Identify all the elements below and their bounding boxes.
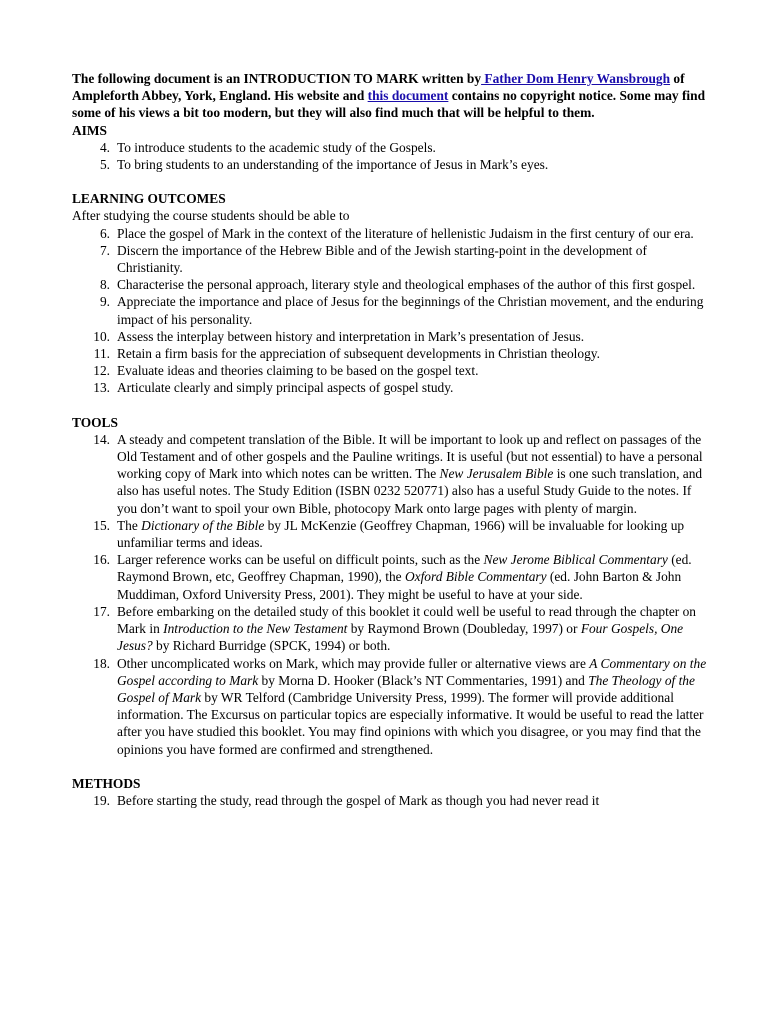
outcomes-lead: After studying the course students should be able to <box>72 208 350 224</box>
item-number: 15. <box>93 517 110 533</box>
item-number: 11. <box>93 346 110 362</box>
text-run: Larger reference works can be useful on difficult points, such as the <box>117 552 484 568</box>
list-item <box>72 139 712 156</box>
item-text <box>117 432 703 516</box>
item-text: Discern the importance of the Hebrew Bible and of the Jewish starting-point in the development of Christianity. <box>117 242 647 276</box>
item-number: 7. <box>99 242 110 258</box>
list-item <box>72 551 712 603</box>
book-title: A Commentary on the Gospel according to Mark <box>117 655 707 688</box>
list-item <box>72 431 712 517</box>
aims-heading: AIMS <box>72 122 107 138</box>
list-item <box>72 362 712 379</box>
list-item <box>72 603 712 655</box>
item-text: To bring students to an understanding of the importance of Jesus in Mark’s eyes. <box>117 157 549 173</box>
item-text: To introduce students to the academic study of the Gospels. <box>117 139 436 155</box>
list-item <box>72 225 712 242</box>
item-number: 14. <box>93 431 110 447</box>
list-item <box>72 379 712 396</box>
book-title: New Jerome Biblical Commentary <box>483 552 668 568</box>
text-run: by Richard Burridge (SPCK, 1994) or both. <box>152 638 391 654</box>
text-run: by Raymond Brown (Doubleday, 1997) or <box>347 621 581 637</box>
item-number: 12. <box>93 363 110 379</box>
outcomes-list <box>72 225 712 397</box>
book-title: New Jerusalem Bible <box>439 466 554 482</box>
book-title: The Theology of the Gospel of Mark <box>117 672 695 705</box>
item-text: Place the gospel of Mark in the context of the literature of hellenistic Judaism in the first century of our era. <box>117 225 694 241</box>
item-number: 13. <box>93 380 110 396</box>
intro-paragraph <box>72 70 712 122</box>
book-title: Four Gospels, One Jesus? <box>117 621 684 654</box>
item-text: Assess the interplay between history and interpretation in Mark’s presentation of Jesus. <box>117 328 585 344</box>
book-title: Oxford Bible Commentary <box>404 569 547 585</box>
intro-text-1: The following document is an INTRODUCTION TO MARK written by <box>72 71 482 86</box>
text-run: is one such translation, and also has useful notes. The Study Edition (ISBN 0232 520771) also has a useful Study Guide to the notes. If you don’t want to spoil your own Bible, photocopy Mark onto large pages with plenty of margin. <box>117 466 703 516</box>
item-number: 8. <box>99 277 110 293</box>
item-number: 9. <box>99 294 110 310</box>
text-run: Other uncomplicated works on Mark, which may provide fuller or alternative views are <box>117 655 590 671</box>
item-number: 4. <box>99 139 110 155</box>
text-run: (ed. John Barton & John Muddiman, Oxford University Press, 2001). They might be useful to have at your side. <box>117 569 682 602</box>
text-run: Before embarking on the detailed study of this booklet it could well be useful to read through the chapter on Mark in <box>117 603 696 637</box>
list-item <box>72 655 712 758</box>
document-page <box>72 70 712 809</box>
list-item <box>72 242 712 276</box>
list-item <box>72 792 712 809</box>
list-item <box>72 293 712 327</box>
item-number: 19. <box>93 792 110 808</box>
book-title: Introduction to the New Testament <box>163 621 348 637</box>
tools-heading: TOOLS <box>72 414 118 430</box>
methods-list <box>72 792 712 809</box>
item-number: 17. <box>93 603 110 619</box>
text-run: by Morna D. Hooker (Black’s NT Commentaries, 1991) and <box>258 672 589 688</box>
item-text: Retain a firm basis for the appreciation of subsequent developments in Christian theology. <box>117 346 600 362</box>
list-item <box>72 276 712 293</box>
list-item <box>72 517 712 551</box>
item-number: 5. <box>99 157 110 173</box>
list-item <box>72 156 712 173</box>
aims-list <box>72 139 712 173</box>
tools-list <box>72 431 712 758</box>
item-text <box>117 604 696 653</box>
intro-text-3: contains no copyright notice. Some may find some of his views a bit too modern, but they will also find much that will be helpful to them. <box>72 88 706 121</box>
intro-text-2: of Ampleforth Abbey, York, England. His website and <box>72 71 685 104</box>
item-text <box>117 552 692 601</box>
text-run: by WR Telford (Cambridge University Press, 1999). The former will provide additional information. The Excursus on particular topics are especially informative. It would be useful to read the latter after you have studied this booklet. You may find opinions with which you disagree, or you may find that the opinions you have formed are confirmed and strengthened. <box>117 689 704 757</box>
item-text <box>117 518 684 550</box>
item-text: Evaluate ideas and theories claiming to be based on the gospel text. <box>117 363 479 379</box>
methods-heading: METHODS <box>72 775 141 791</box>
item-number: 18. <box>93 655 110 671</box>
item-text: Appreciate the importance and place of Jesus for the beginnings of the Christian movement, and the enduring impact of his personality. <box>117 294 704 327</box>
learning-outcomes-heading: LEARNING OUTCOMES <box>72 191 226 207</box>
item-text <box>117 656 706 757</box>
text-run: by JL McKenzie (Geoffrey Chapman, 1966) will be invaluable for looking up unfamiliar terms and ideas. <box>117 517 685 551</box>
item-number: 10. <box>93 328 110 344</box>
item-text: Articulate clearly and simply principal aspects of gospel study. <box>117 380 454 396</box>
text-run: (ed. Raymond Brown, etc, Geoffrey Chapman, 1990), the <box>117 552 692 585</box>
item-number: 6. <box>99 225 110 241</box>
list-item <box>72 328 712 345</box>
book-title: Dictionary of the Bible <box>141 517 265 533</box>
list-item <box>72 345 712 362</box>
text-run: A steady and competent translation of the Bible. It will be important to look up and reflect on passages of the Old Testament and of other gospels and the Pauline writings. It is useful (but not essential) to have a personal working copy of Mark into which notes can be written. The <box>117 431 703 482</box>
item-number: 16. <box>93 552 110 568</box>
item-text: Before starting the study, read through the gospel of Mark as though you had never read it <box>117 792 600 808</box>
document-link[interactable]: this document <box>367 88 449 104</box>
item-text: Characterise the personal approach, literary style and theological emphases of the author of this first gospel. <box>117 277 696 293</box>
text-run: The <box>117 517 142 533</box>
author-link[interactable]: Father Dom Henry Wansbrough <box>481 71 671 86</box>
